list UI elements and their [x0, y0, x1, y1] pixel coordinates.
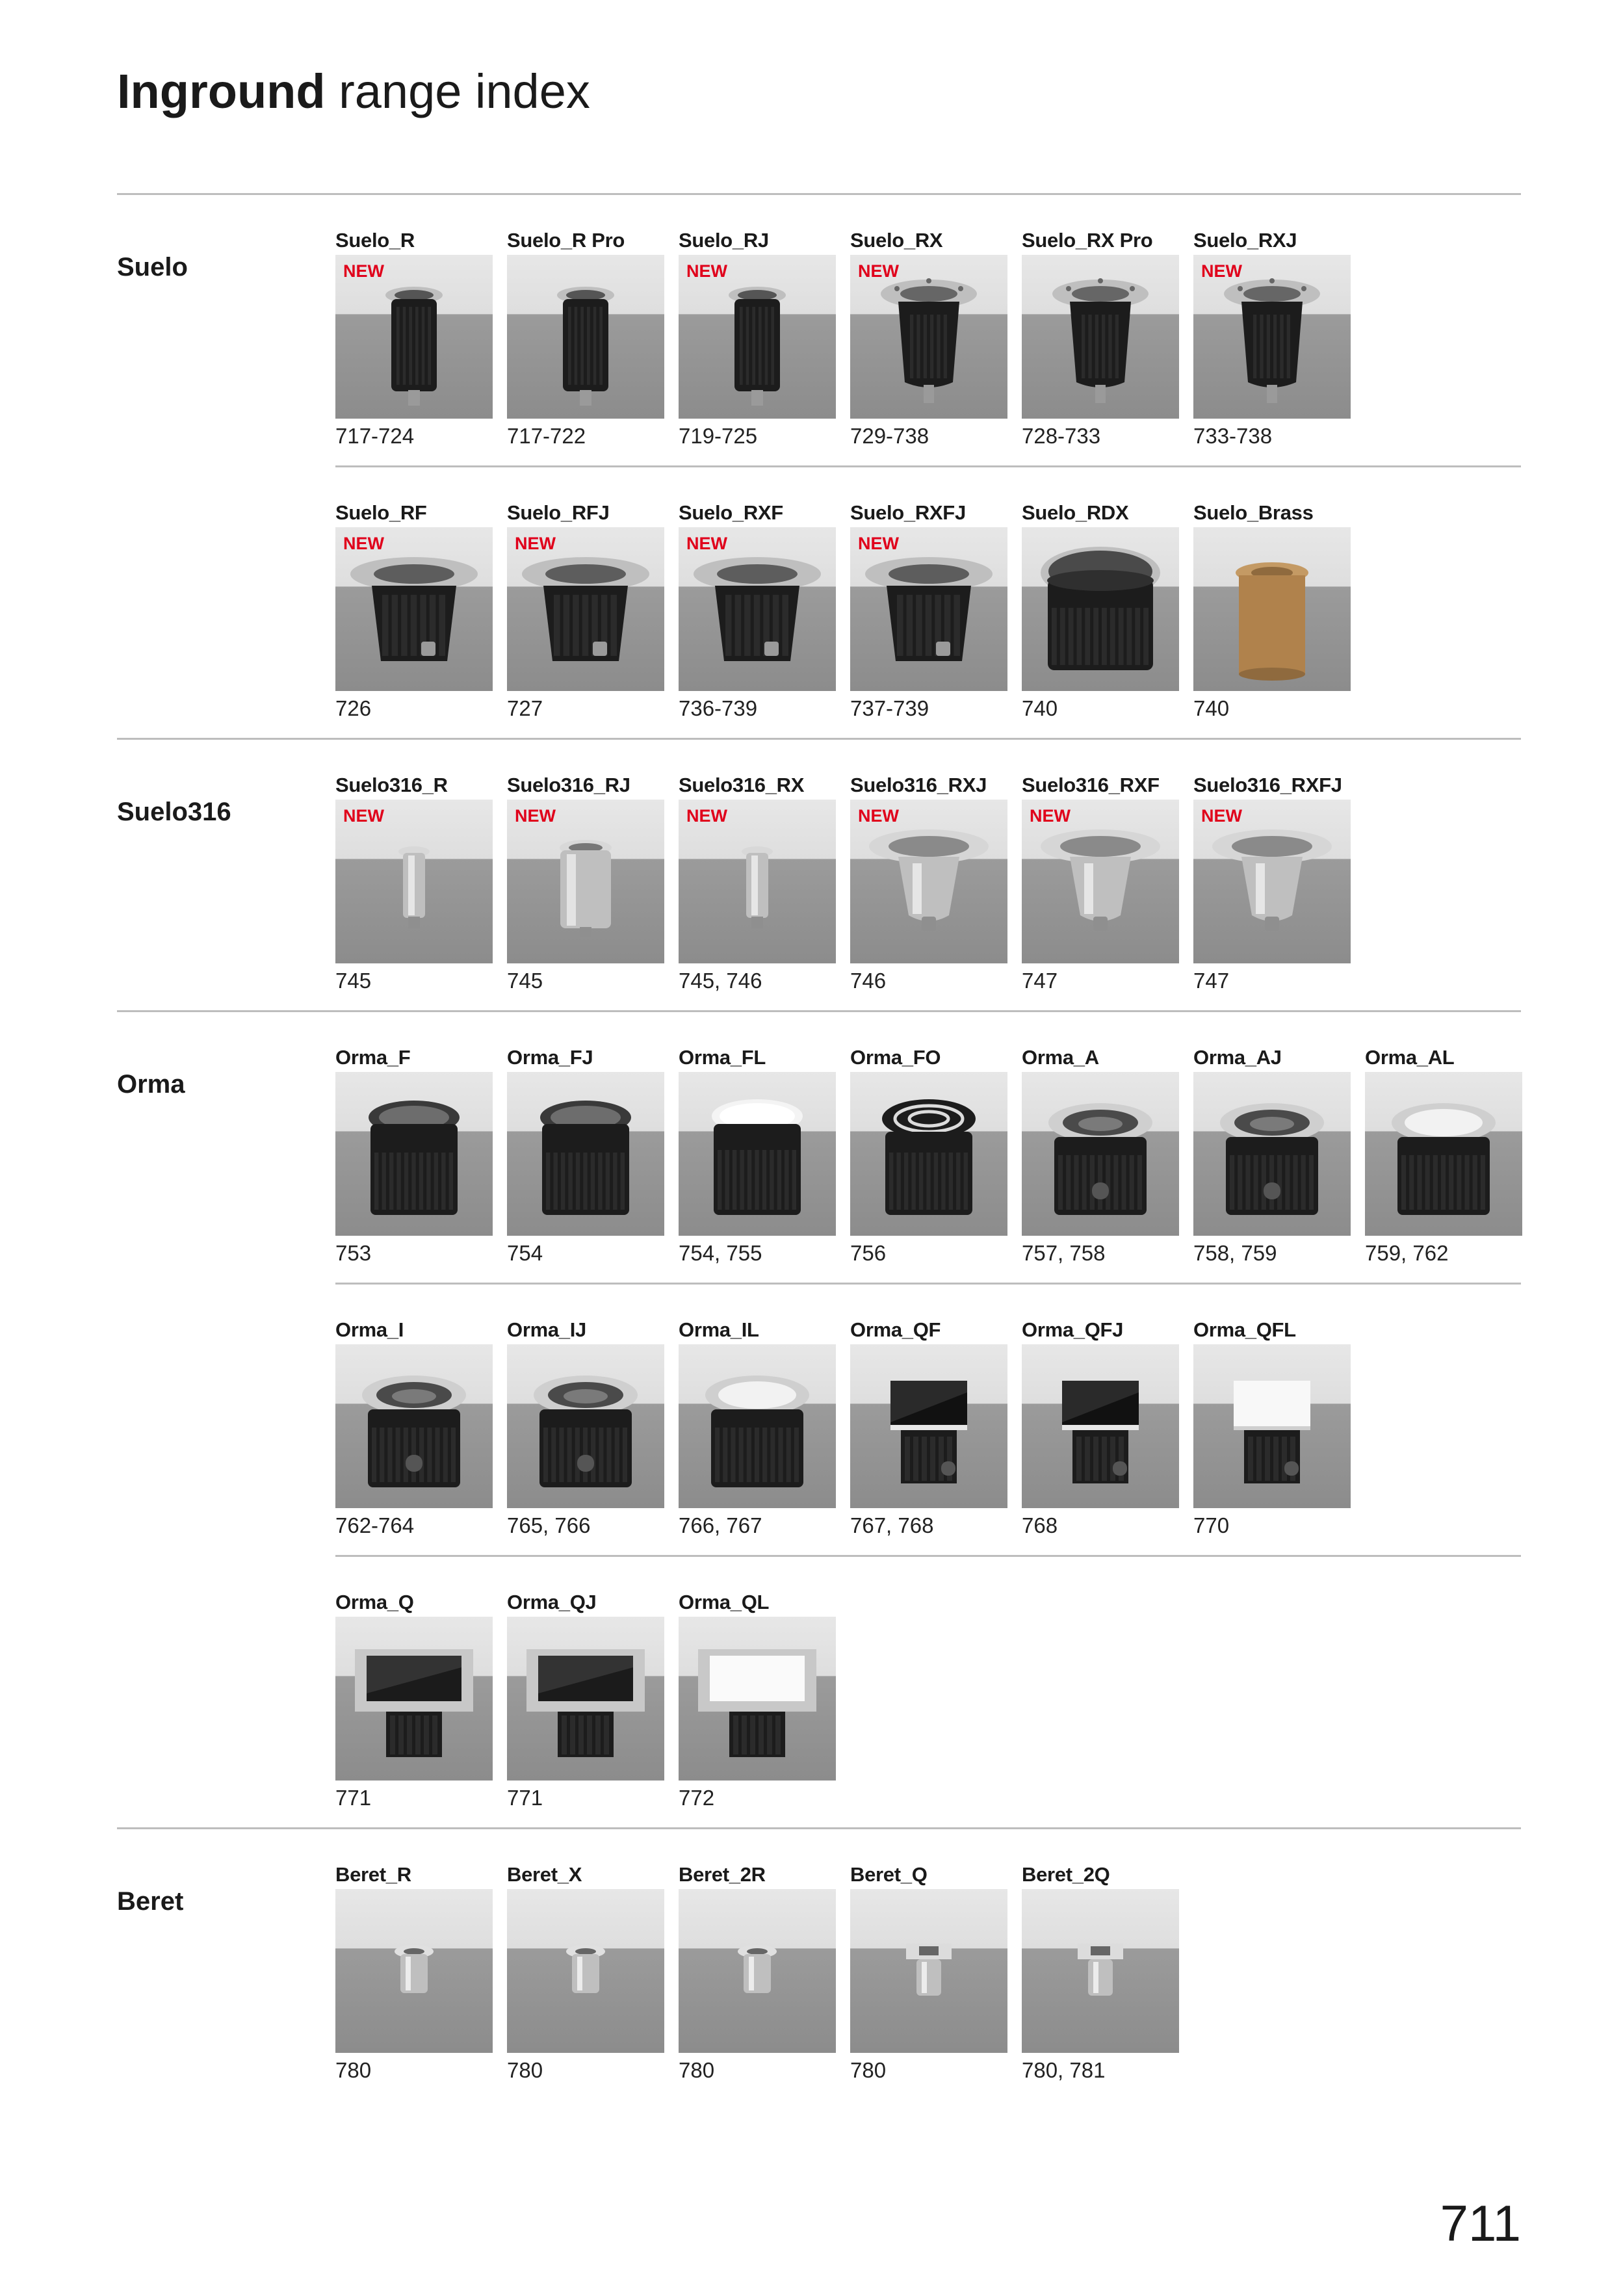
product-image[interactable] [1193, 255, 1351, 419]
page-reference: 740 [1193, 696, 1230, 720]
product-image[interactable] [1022, 527, 1179, 691]
page-reference: 765, 766 [507, 1513, 591, 1537]
product-image[interactable] [507, 1344, 664, 1508]
page-reference: 745 [335, 969, 372, 993]
family-label: Beret [117, 1887, 184, 1916]
page-reference: 780, 781 [1022, 2058, 1106, 2082]
new-badge: NEW [1201, 261, 1242, 281]
new-badge: NEW [686, 261, 727, 281]
product-image[interactable] [335, 1072, 493, 1236]
product-image[interactable] [850, 1344, 1007, 1508]
page-reference: 719-725 [679, 424, 758, 448]
page-reference: 736-739 [679, 696, 758, 720]
page-reference: 728-733 [1022, 424, 1101, 448]
new-badge: NEW [858, 806, 899, 826]
page-reference: 746 [850, 969, 887, 993]
product-name: Suelo316_RXFJ [1193, 774, 1342, 796]
product-name: Orma_QFJ [1022, 1318, 1124, 1341]
product-image[interactable] [850, 527, 1007, 691]
product-name: Suelo316_RXF [1022, 774, 1160, 796]
section-divider [117, 738, 1521, 740]
new-badge: NEW [515, 534, 556, 553]
product-name: Suelo316_RJ [507, 774, 630, 796]
new-badge: NEW [858, 261, 899, 281]
page-reference: 754, 755 [679, 1241, 762, 1265]
product-name: Suelo_Brass [1193, 501, 1314, 524]
page-reference: 762-764 [335, 1513, 415, 1537]
page-reference: 747 [1022, 969, 1058, 993]
page-reference: 747 [1193, 969, 1230, 993]
family-label: Orma [117, 1070, 185, 1099]
product-name: Suelo316_RX [679, 774, 805, 796]
product-name: Beret_2Q [1022, 1863, 1110, 1886]
product-image[interactable] [1193, 800, 1351, 963]
product-image[interactable] [507, 800, 664, 963]
product-name: Suelo_RX [850, 229, 943, 252]
product-image[interactable] [335, 1344, 493, 1508]
product-image[interactable] [1193, 1344, 1351, 1508]
product-image[interactable] [850, 1072, 1007, 1236]
product-name: Suelo_RJ [679, 229, 769, 252]
new-badge: NEW [686, 806, 727, 826]
page-reference: 745 [507, 969, 543, 993]
family-label: Suelo316 [117, 798, 231, 826]
page-reference: 767, 768 [850, 1513, 934, 1537]
product-name: Orma_I [335, 1318, 404, 1341]
product-image[interactable] [679, 1889, 836, 2053]
product-image[interactable] [335, 1617, 493, 1781]
page-reference: 780 [679, 2058, 715, 2082]
product-name: Orma_FJ [507, 1046, 593, 1069]
new-badge: NEW [343, 261, 384, 281]
product-image[interactable] [850, 800, 1007, 963]
product-image[interactable] [1365, 1072, 1522, 1236]
page-number: 711 [1440, 2195, 1521, 2252]
product-image[interactable] [507, 527, 664, 691]
page-reference: 780 [335, 2058, 372, 2082]
product-name: Orma_A [1022, 1046, 1099, 1069]
page-reference: 770 [1193, 1513, 1230, 1537]
row-divider [335, 465, 1521, 467]
product-image[interactable] [679, 800, 836, 963]
product-image[interactable] [679, 255, 836, 419]
product-name: Suelo_RXF [679, 501, 783, 524]
page-reference: 756 [850, 1241, 887, 1265]
new-badge: NEW [343, 534, 384, 553]
new-badge: NEW [1201, 806, 1242, 826]
product-image[interactable] [335, 527, 493, 691]
page-reference: 729-738 [850, 424, 929, 448]
page-reference: 726 [335, 696, 372, 720]
page-reference: 753 [335, 1241, 372, 1265]
page-reference: 745, 746 [679, 969, 762, 993]
product-image[interactable] [1022, 1072, 1179, 1236]
product-name: Suelo316_RXJ [850, 774, 987, 796]
section-divider [117, 193, 1521, 195]
product-image[interactable] [335, 255, 493, 419]
product-image[interactable] [1022, 800, 1179, 963]
product-image[interactable] [679, 1344, 836, 1508]
product-name: Orma_FL [679, 1046, 766, 1069]
product-name: Beret_Q [850, 1863, 928, 1886]
product-image[interactable] [335, 800, 493, 963]
new-badge: NEW [515, 806, 556, 826]
product-image[interactable] [679, 1617, 836, 1781]
product-name: Orma_QFL [1193, 1318, 1296, 1341]
section-divider [117, 1827, 1521, 1829]
section-divider [117, 1010, 1521, 1012]
new-badge: NEW [1030, 806, 1071, 826]
product-name: Suelo_RDX [1022, 501, 1129, 524]
product-image[interactable] [850, 1889, 1007, 2053]
product-name: Orma_F [335, 1046, 411, 1069]
product-image[interactable] [1022, 1344, 1179, 1508]
page-reference: 717-722 [507, 424, 586, 448]
page-reference: 754 [507, 1241, 543, 1265]
page-reference: 780 [850, 2058, 887, 2082]
new-badge: NEW [858, 534, 899, 553]
page-reference: 771 [335, 1786, 372, 1810]
product-name: Beret_R [335, 1863, 411, 1886]
product-image[interactable] [507, 1617, 664, 1781]
product-name: Orma_QL [679, 1591, 770, 1613]
page-reference: 771 [507, 1786, 543, 1810]
product-name: Suelo_RF [335, 501, 427, 524]
page-reference: 717-724 [335, 424, 415, 448]
page-reference: 727 [507, 696, 543, 720]
product-name: Orma_Q [335, 1591, 414, 1613]
product-image[interactable] [1193, 527, 1351, 691]
page-reference: 733-738 [1193, 424, 1273, 448]
page-reference: 758, 759 [1193, 1241, 1277, 1265]
product-name: Suelo_RFJ [507, 501, 610, 524]
product-image[interactable] [335, 1889, 493, 2053]
page-reference: 757, 758 [1022, 1241, 1106, 1265]
product-name: Orma_IJ [507, 1318, 586, 1341]
family-label: Suelo [117, 253, 188, 281]
product-name: Orma_AL [1365, 1046, 1455, 1069]
new-badge: NEW [686, 534, 727, 553]
product-image[interactable] [679, 1072, 836, 1236]
product-name: Suelo_RX Pro [1022, 229, 1153, 252]
product-name: Orma_FO [850, 1046, 941, 1069]
product-name: Suelo_R Pro [507, 229, 625, 252]
page-reference: 768 [1022, 1513, 1058, 1537]
product-image[interactable] [1022, 255, 1179, 419]
page-reference: 766, 767 [679, 1513, 762, 1537]
page-reference: 780 [507, 2058, 543, 2082]
page-reference: 740 [1022, 696, 1058, 720]
product-name: Orma_QJ [507, 1591, 597, 1613]
page-reference: 759, 762 [1365, 1241, 1449, 1265]
product-image[interactable] [507, 1889, 664, 2053]
product-name: Suelo_RXFJ [850, 501, 966, 524]
product-name: Orma_IL [679, 1318, 759, 1341]
product-name: Orma_QF [850, 1318, 941, 1341]
product-image[interactable] [1022, 1889, 1179, 2053]
product-image[interactable] [1193, 1072, 1351, 1236]
product-image[interactable] [679, 527, 836, 691]
row-divider [335, 1555, 1521, 1557]
product-name: Orma_AJ [1193, 1046, 1282, 1069]
product-name: Suelo_R [335, 229, 415, 252]
page-title: Inground range index [117, 64, 590, 118]
page-reference: 772 [679, 1786, 715, 1810]
product-name: Suelo316_R [335, 774, 448, 796]
product-image[interactable] [507, 1072, 664, 1236]
product-name: Beret_2R [679, 1863, 766, 1886]
product-name: Beret_X [507, 1863, 582, 1886]
product-image[interactable] [507, 255, 664, 419]
new-badge: NEW [343, 806, 384, 826]
product-name: Suelo_RXJ [1193, 229, 1297, 252]
row-divider [335, 1283, 1521, 1285]
page-reference: 737-739 [850, 696, 929, 720]
product-image[interactable] [850, 255, 1007, 419]
